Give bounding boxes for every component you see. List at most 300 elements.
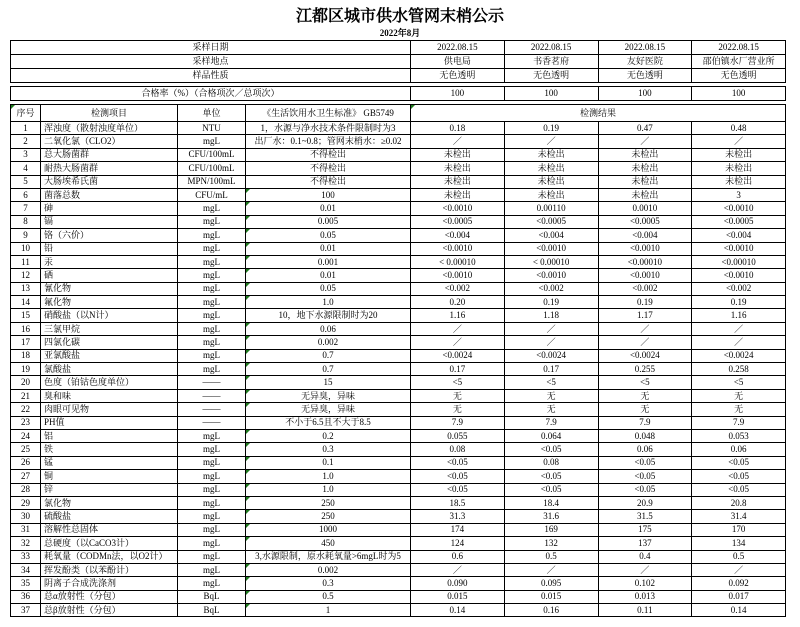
item-cell: 臭和味 [41, 389, 178, 402]
info-cell: 无色透明 [411, 69, 505, 83]
table-row [11, 135, 786, 148]
standard-cell: 0.2 [246, 429, 411, 442]
unit-cell: CFU/100mL [178, 162, 246, 175]
info-cell: 邵伯镇水厂营业所 [692, 55, 786, 69]
result-cell: <0.05 [598, 483, 692, 496]
standard-cell: 0.3 [246, 443, 411, 456]
row-number-cell: 32 [11, 537, 41, 550]
result-cell: 1.17 [598, 309, 692, 322]
standard-cell: 10，地下水源限制时为20 [246, 309, 411, 322]
unit-cell: mgL [178, 336, 246, 349]
row-number-cell: 11 [11, 255, 41, 268]
result-cell: 0.6 [411, 550, 505, 563]
item-cell: 氟化物 [41, 296, 178, 309]
result-cell: 未检出 [504, 162, 598, 175]
row-number-cell: 2 [11, 135, 41, 148]
item-cell: 二氧化氯（CLO2） [41, 135, 178, 148]
result-cell: 未检出 [692, 148, 786, 161]
standard-cell: 无异臭，异味 [246, 403, 411, 416]
item-cell: 耗氧量（CODMn法，以O2计） [41, 550, 178, 563]
table-row [11, 282, 786, 295]
table-row [11, 322, 786, 335]
item-cell: 阴离子合成洗涤剂 [41, 577, 178, 590]
results-table-body [11, 105, 786, 617]
result-cell: <0.0010 [692, 242, 786, 255]
row-number-cell: 4 [11, 162, 41, 175]
result-cell: 未检出 [411, 175, 505, 188]
result-cell: 3 [692, 188, 786, 201]
result-cell: <0.05 [692, 470, 786, 483]
header-no: 序号 [11, 105, 41, 122]
item-cell: 三氯甲烷 [41, 322, 178, 335]
row-number-cell: 14 [11, 296, 41, 309]
result-cell: 无 [598, 403, 692, 416]
unit-cell: mgL [178, 242, 246, 255]
row-number-cell: 18 [11, 349, 41, 362]
unit-cell: mgL [178, 215, 246, 228]
table-row [11, 590, 786, 603]
result-cell: 7.9 [692, 416, 786, 429]
row-number-cell: 26 [11, 456, 41, 469]
result-cell: <0.05 [504, 470, 598, 483]
standard-cell: 0.01 [246, 242, 411, 255]
item-cell: 砷 [41, 202, 178, 215]
item-cell: 菌落总数 [41, 188, 178, 201]
row-number-cell: 37 [11, 604, 41, 617]
table-row [11, 229, 786, 242]
result-cell: <0.05 [598, 470, 692, 483]
table-row [11, 416, 786, 429]
result-cell: 未检出 [504, 188, 598, 201]
table-row [11, 550, 786, 563]
result-cell: ／ [411, 322, 505, 335]
row-number-cell: 12 [11, 269, 41, 282]
standard-cell: 不得检出 [246, 162, 411, 175]
result-cell: 无 [504, 389, 598, 402]
item-cell: 总β放射性（分包） [41, 604, 178, 617]
item-cell: 溶解性总固体 [41, 523, 178, 536]
result-cell: 0.06 [692, 443, 786, 456]
result-cell: ／ [598, 336, 692, 349]
result-cell: ／ [598, 563, 692, 576]
table-row [11, 456, 786, 469]
result-cell: <0.002 [411, 282, 505, 295]
row-number-cell: 35 [11, 577, 41, 590]
result-cell: 无 [411, 403, 505, 416]
row-number-cell: 29 [11, 496, 41, 509]
item-cell: 锰 [41, 456, 178, 469]
result-cell: 0.5 [504, 550, 598, 563]
result-cell: 未检出 [411, 188, 505, 201]
unit-cell: mgL [178, 135, 246, 148]
item-cell: 氯化物 [41, 496, 178, 509]
standard-cell: 无异臭，异味 [246, 389, 411, 402]
unit-cell: mgL [178, 443, 246, 456]
result-cell: <0.004 [411, 229, 505, 242]
result-cell: 未检出 [598, 175, 692, 188]
info-cell: 书香茗府 [504, 55, 598, 69]
result-cell: 0.08 [504, 456, 598, 469]
table-row [11, 309, 786, 322]
result-cell: <0.004 [504, 229, 598, 242]
item-cell: 铅 [41, 242, 178, 255]
unit-cell: —— [178, 416, 246, 429]
result-cell: ／ [692, 563, 786, 576]
result-cell: 0.258 [692, 363, 786, 376]
item-cell: 总硬度（以CaCO3计） [41, 537, 178, 550]
sample-info-table [10, 40, 786, 83]
table-row [11, 175, 786, 188]
result-cell: 无 [411, 389, 505, 402]
standard-cell: 0.05 [246, 282, 411, 295]
unit-cell: BqL [178, 590, 246, 603]
result-cell: <0.0005 [411, 215, 505, 228]
unit-cell: CFU/100mL [178, 148, 246, 161]
unit-cell: mgL [178, 470, 246, 483]
result-cell: <0.0024 [598, 349, 692, 362]
table-row [11, 510, 786, 523]
result-cell: 124 [411, 537, 505, 550]
item-cell: 硫酸盐 [41, 510, 178, 523]
table-row [11, 403, 786, 416]
pass-rate-value: 100 [692, 87, 786, 101]
info-cell: 无色透明 [598, 69, 692, 83]
pass-rate-value: 100 [504, 87, 598, 101]
result-cell: 未检出 [411, 162, 505, 175]
unit-cell: mgL [178, 537, 246, 550]
table-row [11, 470, 786, 483]
unit-cell: mgL [178, 483, 246, 496]
result-cell: 31.5 [598, 510, 692, 523]
unit-cell: —— [178, 389, 246, 402]
pass-rate-table [10, 86, 786, 101]
result-cell: 0.090 [411, 577, 505, 590]
standard-cell: 1 [246, 604, 411, 617]
item-cell: 铜 [41, 470, 178, 483]
result-cell: 18.5 [411, 496, 505, 509]
result-cell: ／ [692, 322, 786, 335]
row-number-cell: 24 [11, 429, 41, 442]
row-number-cell: 19 [11, 363, 41, 376]
row-number-cell: 22 [11, 403, 41, 416]
row-number-cell: 36 [11, 590, 41, 603]
header-standard: 《生活饮用水卫生标准》 GB5749 [246, 105, 411, 122]
item-cell: 色度（铂钴色度单位） [41, 376, 178, 389]
item-cell: 铬（六价） [41, 229, 178, 242]
result-cell: 0.255 [598, 363, 692, 376]
result-cell: 0.06 [598, 443, 692, 456]
result-cell: 174 [411, 523, 505, 536]
unit-cell: mgL [178, 550, 246, 563]
result-cell: <0.0010 [504, 269, 598, 282]
row-number-cell: 3 [11, 148, 41, 161]
item-cell: 镉 [41, 215, 178, 228]
result-cell: 7.9 [504, 416, 598, 429]
info-cell: 2022.08.15 [598, 41, 692, 55]
table-row [11, 496, 786, 509]
standard-cell: 15 [246, 376, 411, 389]
item-cell: 肉眼可见物 [41, 403, 178, 416]
standard-cell: 250 [246, 510, 411, 523]
result-cell: <0.0010 [598, 269, 692, 282]
standard-cell: 出厂水：0.1~0.8；管网末梢水：≥0.02 [246, 135, 411, 148]
results-header-row [11, 105, 786, 122]
table-row [11, 242, 786, 255]
info-cell: 2022.08.15 [504, 41, 598, 55]
item-cell: 耐热大肠菌群 [41, 162, 178, 175]
unit-cell: mgL [178, 309, 246, 322]
result-cell: <0.05 [411, 456, 505, 469]
result-cell: 未检出 [504, 148, 598, 161]
table-row [11, 296, 786, 309]
result-cell: <0.05 [504, 483, 598, 496]
standard-cell: 450 [246, 537, 411, 550]
row-number-cell: 25 [11, 443, 41, 456]
table-row [11, 483, 786, 496]
result-cell: 未检出 [598, 162, 692, 175]
result-cell: 1.16 [692, 309, 786, 322]
result-cell: <0.0010 [598, 242, 692, 255]
result-cell: <0.05 [692, 483, 786, 496]
result-cell: 31.3 [411, 510, 505, 523]
row-number-cell: 17 [11, 336, 41, 349]
result-cell: ／ [692, 336, 786, 349]
result-cell: ／ [504, 336, 598, 349]
item-cell: 挥发酚类（以苯酚计） [41, 563, 178, 576]
item-cell: PH值 [41, 416, 178, 429]
result-cell: 31.4 [692, 510, 786, 523]
standard-cell: 0.5 [246, 590, 411, 603]
header-item: 检测项目 [41, 105, 178, 122]
result-cell: 18.4 [504, 496, 598, 509]
result-cell: 0.19 [504, 296, 598, 309]
standard-cell: 0.01 [246, 202, 411, 215]
result-cell: 0.19 [598, 296, 692, 309]
unit-cell: mgL [178, 255, 246, 268]
result-cell: <5 [692, 376, 786, 389]
pass-rate-value: 100 [411, 87, 505, 101]
result-cell: 0.4 [598, 550, 692, 563]
row-label: 采样日期 [11, 41, 411, 55]
result-cell: <0.05 [598, 456, 692, 469]
header-result: 检测结果 [411, 105, 786, 122]
item-cell: 总大肠菌群 [41, 148, 178, 161]
result-cell: 0.5 [692, 550, 786, 563]
result-cell: <0.0005 [598, 215, 692, 228]
standard-cell: 1.0 [246, 470, 411, 483]
table-row [11, 122, 786, 135]
result-cell: 0.055 [411, 429, 505, 442]
row-number-cell: 20 [11, 376, 41, 389]
result-cell: 0.015 [411, 590, 505, 603]
result-cell: <0.002 [504, 282, 598, 295]
result-cell: <0.0010 [692, 202, 786, 215]
unit-cell: mgL [178, 510, 246, 523]
item-cell: 铁 [41, 443, 178, 456]
result-cell: 0.015 [504, 590, 598, 603]
result-cell: 无 [692, 403, 786, 416]
table-row [11, 255, 786, 268]
result-cell: <0.002 [692, 282, 786, 295]
result-cell: 0.16 [504, 604, 598, 617]
row-number-cell: 9 [11, 229, 41, 242]
unit-cell: mgL [178, 349, 246, 362]
result-cell: 未检出 [598, 148, 692, 161]
info-cell: 2022.08.15 [411, 41, 505, 55]
result-cell: 未检出 [692, 175, 786, 188]
result-cell: 0.17 [504, 363, 598, 376]
standard-cell: 0.002 [246, 563, 411, 576]
result-cell: <0.004 [692, 229, 786, 242]
row-number-cell: 15 [11, 309, 41, 322]
standard-cell: 1.0 [246, 296, 411, 309]
item-cell: 大肠埃希氏菌 [41, 175, 178, 188]
result-cell: 0.017 [692, 590, 786, 603]
result-cell: 0.048 [598, 429, 692, 442]
result-cell: 未检出 [692, 162, 786, 175]
result-cell: 未检出 [504, 175, 598, 188]
result-cell: <0.05 [504, 443, 598, 456]
standard-cell: 250 [246, 496, 411, 509]
table-row [11, 363, 786, 376]
unit-cell: NTU [178, 122, 246, 135]
item-cell: 亚氯酸盐 [41, 349, 178, 362]
unit-cell: mgL [178, 229, 246, 242]
result-cell: 169 [504, 523, 598, 536]
table-row [11, 55, 786, 69]
result-cell: 0.095 [504, 577, 598, 590]
row-number-cell: 31 [11, 523, 41, 536]
unit-cell: mgL [178, 296, 246, 309]
result-cell: 0.0010 [598, 202, 692, 215]
unit-cell: mgL [178, 563, 246, 576]
row-number-cell: 27 [11, 470, 41, 483]
row-number-cell: 6 [11, 188, 41, 201]
result-cell: ／ [598, 322, 692, 335]
result-cell: ／ [504, 322, 598, 335]
item-cell: 锌 [41, 483, 178, 496]
header-unit: 单位 [178, 105, 246, 122]
unit-cell: —— [178, 376, 246, 389]
unit-cell: mgL [178, 456, 246, 469]
result-cell: <0.0010 [411, 202, 505, 215]
result-cell: <0.05 [411, 470, 505, 483]
result-cell: ／ [504, 135, 598, 148]
result-cell: 0.064 [504, 429, 598, 442]
standard-cell: 1000 [246, 523, 411, 536]
info-cell: 友好医院 [598, 55, 692, 69]
row-number-cell: 5 [11, 175, 41, 188]
unit-cell: mgL [178, 577, 246, 590]
result-cell: < 0.00010 [411, 255, 505, 268]
table-row [11, 376, 786, 389]
result-cell: <0.0024 [411, 349, 505, 362]
page-subtitle: 2022年8月 [379, 28, 421, 38]
unit-cell: MPN/100mL [178, 175, 246, 188]
pass-rate-value: 100 [598, 87, 692, 101]
standard-cell: 1.0 [246, 483, 411, 496]
row-number-cell: 33 [11, 550, 41, 563]
item-cell: 硒 [41, 269, 178, 282]
result-cell: 0.092 [692, 577, 786, 590]
row-number-cell: 10 [11, 242, 41, 255]
table-row [11, 269, 786, 282]
unit-cell: mgL [178, 429, 246, 442]
result-cell: 无 [504, 403, 598, 416]
result-cell: 无 [598, 389, 692, 402]
result-cell: <0.0010 [411, 242, 505, 255]
result-cell: < 0.00010 [504, 255, 598, 268]
result-cell: <0.05 [692, 456, 786, 469]
result-cell: 7.9 [598, 416, 692, 429]
result-cell: 175 [598, 523, 692, 536]
standard-cell: 不得检出 [246, 148, 411, 161]
unit-cell: mgL [178, 202, 246, 215]
item-cell: 浑浊度（散射浊度单位） [41, 122, 178, 135]
standard-cell: 0.7 [246, 363, 411, 376]
table-row [11, 87, 786, 101]
row-number-cell: 21 [11, 389, 41, 402]
result-cell: <0.0024 [692, 349, 786, 362]
result-cell: <5 [598, 376, 692, 389]
result-cell: 20.9 [598, 496, 692, 509]
info-cell: 无色透明 [692, 69, 786, 83]
item-cell: 铝 [41, 429, 178, 442]
row-number-cell: 30 [11, 510, 41, 523]
table-row [11, 577, 786, 590]
result-cell: <0.0010 [692, 269, 786, 282]
item-cell: 汞 [41, 255, 178, 268]
standard-cell: 0.06 [246, 322, 411, 335]
result-cell: 未检出 [411, 148, 505, 161]
table-row [11, 523, 786, 536]
item-cell: 硝酸盐（以N计） [41, 309, 178, 322]
result-cell: 0.18 [411, 122, 505, 135]
standard-cell: 不小于6.5且不大于8.5 [246, 416, 411, 429]
table-row [11, 215, 786, 228]
result-cell: ／ [411, 563, 505, 576]
result-cell: <0.0024 [504, 349, 598, 362]
result-cell: ／ [504, 563, 598, 576]
item-cell: 氰化物 [41, 282, 178, 295]
unit-cell: mgL [178, 322, 246, 335]
result-cell: 0.053 [692, 429, 786, 442]
table-row [11, 41, 786, 55]
item-cell: 总α放射性（分包） [41, 590, 178, 603]
result-cell: <0.00010 [692, 255, 786, 268]
row-number-cell: 13 [11, 282, 41, 295]
result-cell: 0.102 [598, 577, 692, 590]
result-cell: <5 [411, 376, 505, 389]
result-cell: 0.20 [411, 296, 505, 309]
standard-cell: 0.001 [246, 255, 411, 268]
table-row [11, 604, 786, 617]
table-row [11, 162, 786, 175]
result-cell: 1.18 [504, 309, 598, 322]
result-cell: 0.14 [692, 604, 786, 617]
row-label: 采样地点 [11, 55, 411, 69]
unit-cell: BqL [178, 604, 246, 617]
table-row [11, 429, 786, 442]
row-number-cell: 34 [11, 563, 41, 576]
row-number-cell: 16 [11, 322, 41, 335]
standard-cell: 0.002 [246, 336, 411, 349]
unit-cell: mgL [178, 523, 246, 536]
results-table [10, 104, 786, 617]
standard-cell: 0.7 [246, 349, 411, 362]
row-number-cell: 28 [11, 483, 41, 496]
page-title: 江都区城市供水管网末梢公示 [295, 8, 504, 25]
